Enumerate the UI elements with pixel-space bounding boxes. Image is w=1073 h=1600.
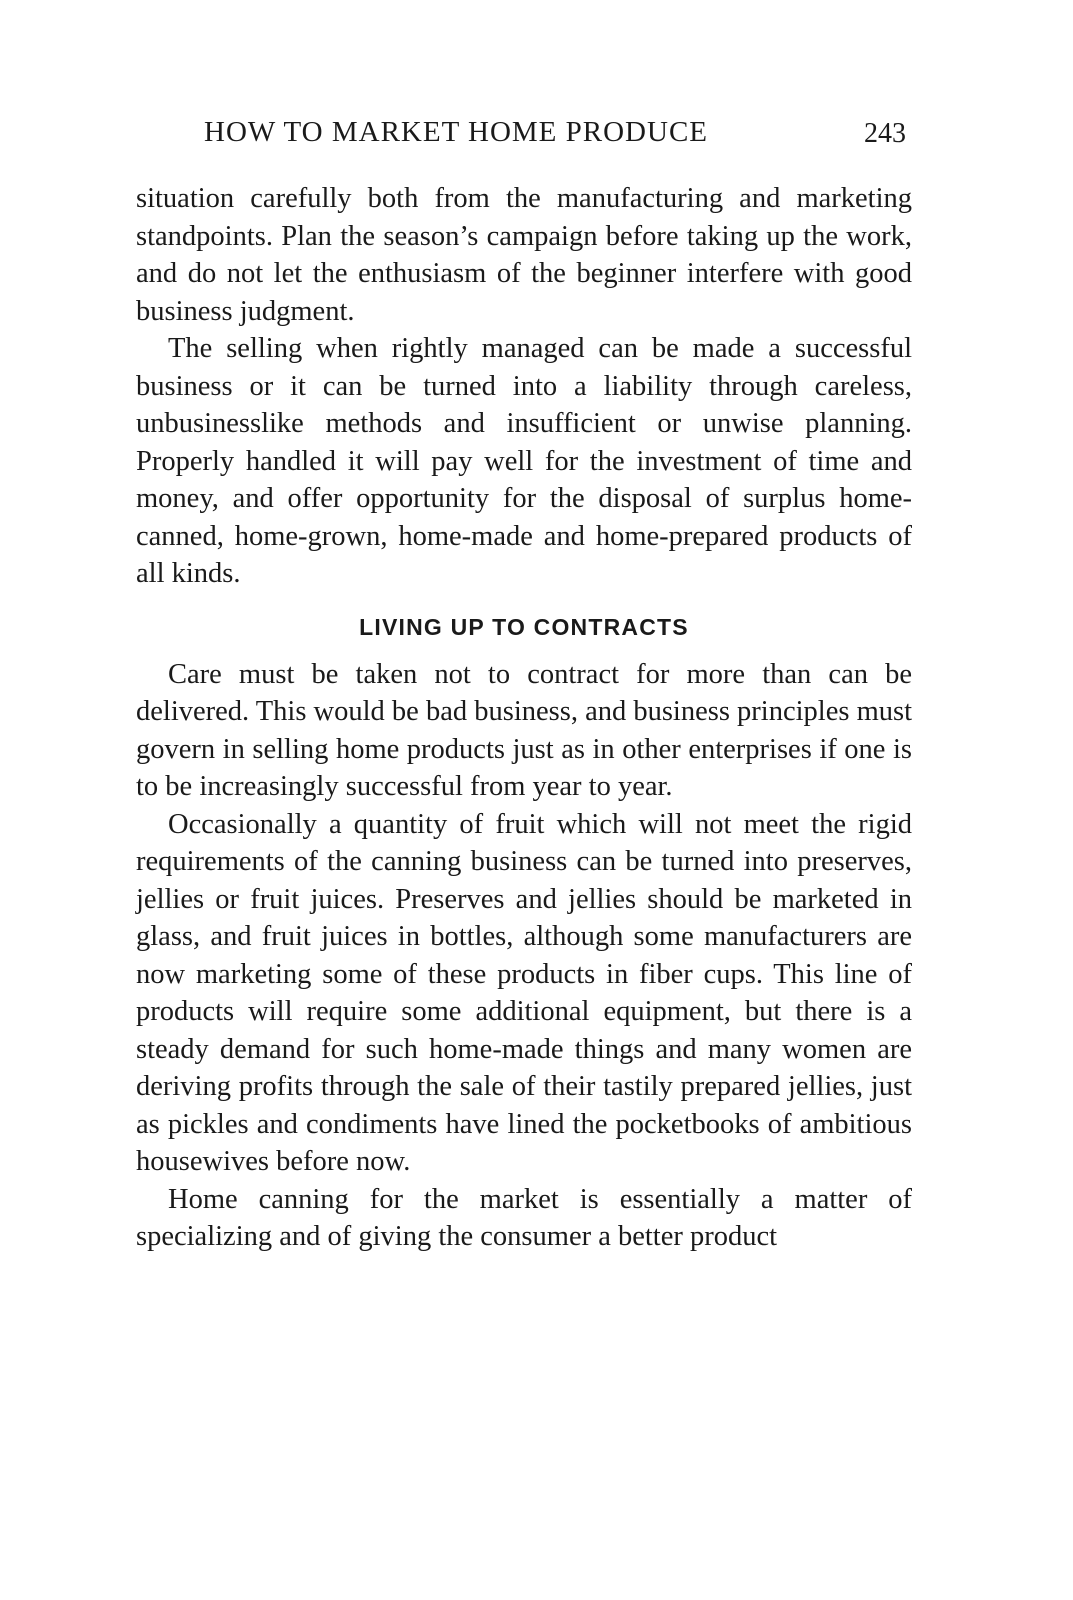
- paragraph-selling: The selling when rightly managed can be made a successful business or it can be turned into a liability through careless, unbusinesslike methods and insufficient or unwise planning. Properly handled it will pay well for the investment of time and money, and offer opportunity for the disposal of surplus home-canned, home-grown, home-made and home-prepared products of all kinds.: [136, 333, 912, 589]
- paragraph-preserves: Occasionally a quantity of fruit which will not meet the rigid requirements of the canning business can be turned into preserves, jellies or fruit juices. Preserves and jellies should be marketed in glass, and fruit juices in bottles, although some manufacturers are now marketing some of these products in fiber cups. This line of products will require some additional equipment, but there is a steady demand for such home-made things and many women are deriving profits through the sale of their tastily prepared jellies, just as pickles and condiments have lined the pocketbooks of ambitious housewives before now.: [136, 808, 912, 1177]
- paragraph-continuation: situation carefully both from the manufacturing and marketing standpoints. Plan the season’s campaign before taking up the work, and do not let the enthusiasm of the beginner interfere with good business judgment.: [136, 183, 912, 327]
- paragraph-contracts: Care must be taken not to contract for more than can be delivered. This would be bad business, and business principles must govern in selling home products just as in other enterprises if one is to be increasingly successful from year to year.: [136, 658, 912, 802]
- body-text: [136, 180, 912, 1256]
- section-heading: LIVING UP TO CONTRACTS: [359, 613, 689, 640]
- running-title: HOW TO MARKET HOME PRODUCE: [204, 116, 709, 148]
- page-number: 243: [864, 118, 906, 149]
- running-head: [204, 112, 920, 152]
- paragraph-home-canning: Home canning for the market is essentially a matter of specializing and of giving the consumer a better product: [136, 1183, 912, 1252]
